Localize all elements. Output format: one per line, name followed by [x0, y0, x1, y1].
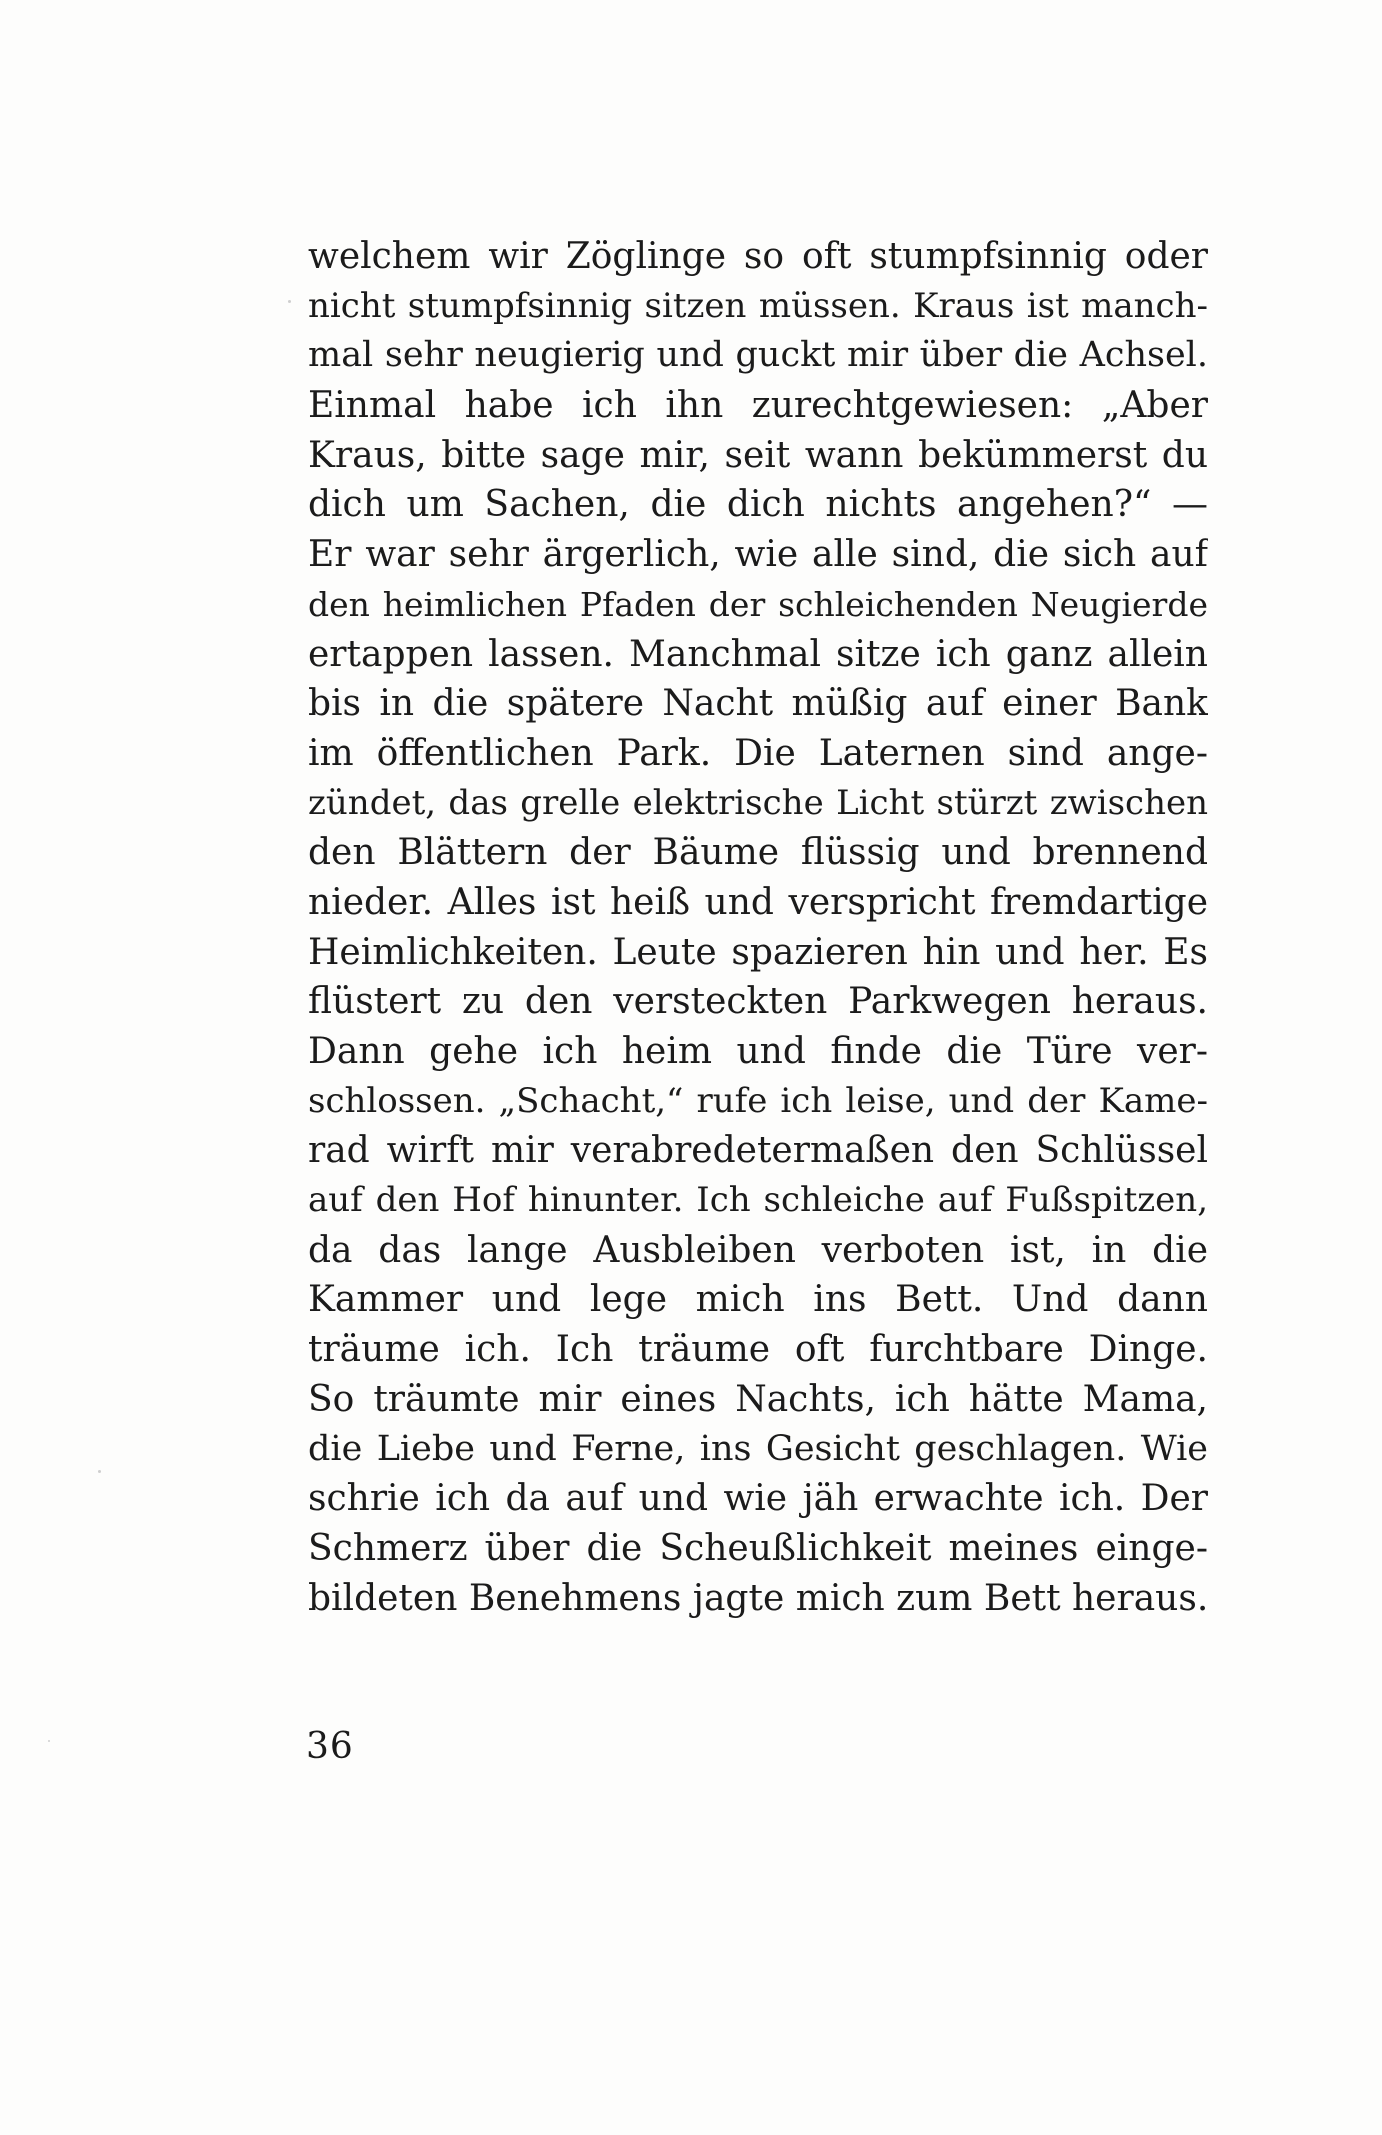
text-line: ertappen lassen. Manchmal sitze ich ganz allein — [308, 633, 1208, 675]
text-line: träume ich. Ich träume oft furchtbare Dinge. — [308, 1329, 1208, 1371]
text-line: nieder. Alles ist heiß und verspricht fremdartige — [308, 881, 1208, 923]
text-line: zündet, das grelle elektrische Licht stürzt zwischen — [308, 782, 1208, 823]
text-line: rad wirft mir verabredetermaßen den Schlüssel — [308, 1130, 1208, 1172]
text-line: Dann gehe ich heim und finde die Türe ver- — [308, 1031, 1208, 1072]
text-line: im öffentlichen Park. Die Laternen sind ange- — [308, 732, 1208, 774]
text-line: schlossen. „Schacht,“ rufe ich leise, und der Kame- — [308, 1080, 1208, 1121]
paper-speck — [288, 300, 291, 303]
text-line: schrie ich da auf und wie jäh erwachte ich. Der — [308, 1478, 1208, 1520]
text-line: bis in die spätere Nacht müßig auf einer Bank — [308, 683, 1208, 725]
text-line: bildeten Benehmens jagte mich zum Bett heraus. — [308, 1577, 1208, 1619]
text-line: die Liebe und Ferne, ins Gesicht geschlagen. Wie — [308, 1428, 1208, 1469]
text-line: da das lange Ausbleiben verboten ist, in die — [308, 1229, 1208, 1271]
text-line: Schmerz über die Scheußlichkeit meines einge- — [308, 1527, 1208, 1569]
text-line: So träumte mir eines Nachts, ich hätte Mama, — [308, 1378, 1208, 1420]
body-text — [308, 232, 1208, 1623]
text-line: Kraus, bitte sage mir, seit wann bekümmerst du — [308, 434, 1208, 476]
paper-speck — [98, 1470, 101, 1473]
text-line: Einmal habe ich ihn zurechtgewiesen: „Aber — [308, 385, 1208, 427]
text-line: flüstert zu den versteckten Parkwegen heraus. — [308, 981, 1208, 1023]
text-line: mal sehr neugierig und guckt mir über die Achsel. — [308, 335, 1208, 376]
text-line: Er war sehr ärgerlich, wie alle sind, die sich auf — [308, 534, 1208, 576]
paper-speck — [48, 1740, 50, 1742]
page-number: 36 — [306, 1726, 354, 1767]
text-line: den Blättern der Bäume flüssig und brennend — [308, 832, 1208, 874]
text-line: Heimlichkeiten. Leute spazieren hin und her. Es — [308, 931, 1208, 973]
text-line: auf den Hof hinunter. Ich schleiche auf Fußspitzen, — [308, 1180, 1208, 1221]
text-line: dich um Sachen, die dich nichts angehen?“ — — [308, 484, 1208, 526]
text-line: nicht stumpfsinnig sitzen müssen. Kraus ist manch- — [308, 285, 1208, 326]
text-line: Kammer und lege mich ins Bett. Und dann — [308, 1279, 1208, 1321]
text-line: welchem wir Zöglinge so oft stumpfsinnig oder — [308, 236, 1208, 277]
text-line: den heimlichen Pfaden der schleichenden Neugierde — [308, 584, 1208, 624]
